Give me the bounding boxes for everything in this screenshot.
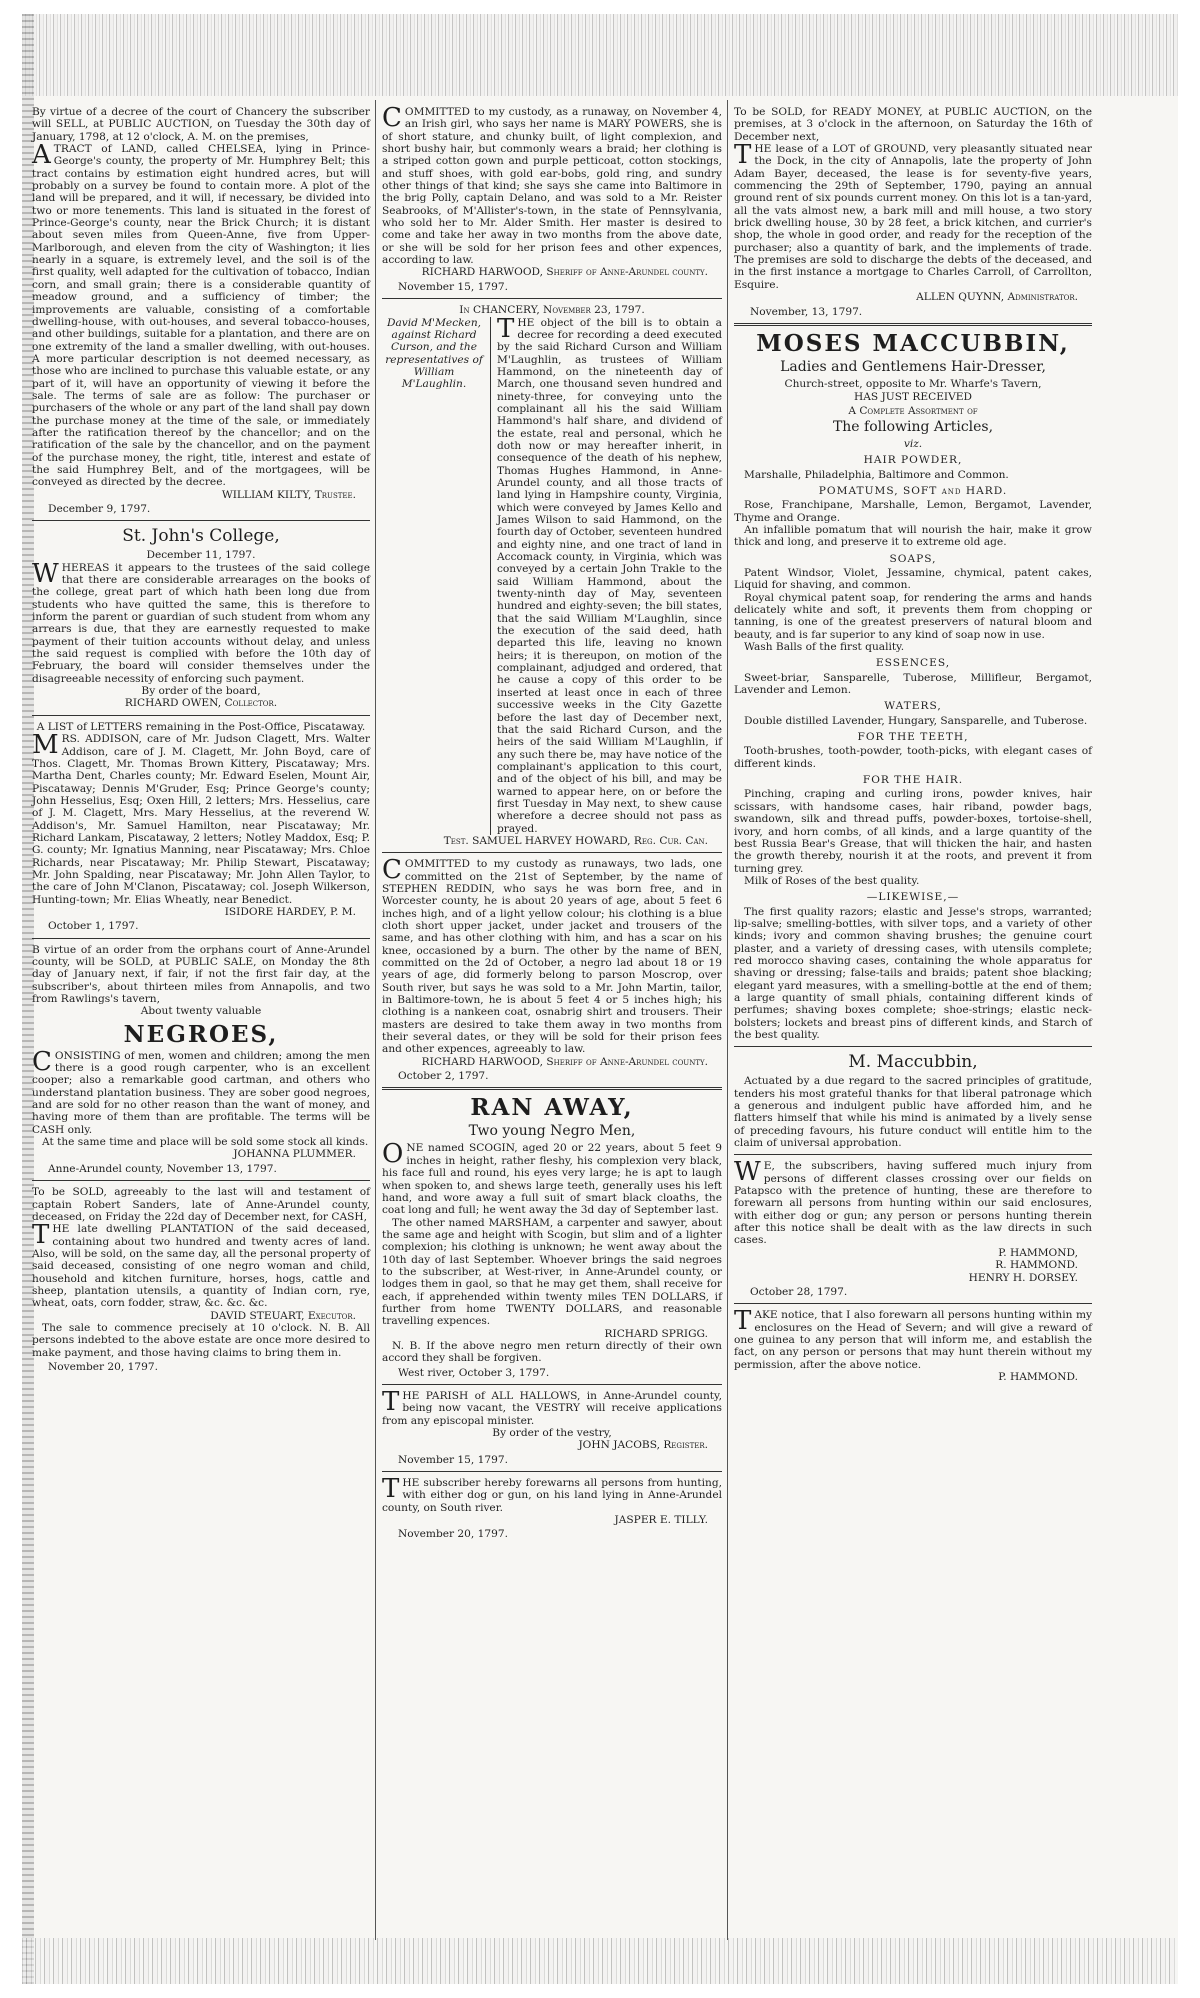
ad-about: About twenty valuable bbox=[140, 1005, 262, 1018]
section-heading: FOR THE TEETH, bbox=[857, 731, 969, 744]
section-body: Royal chymical patent soap, for rendering the arms and hands delicately white and soft, it prevents them from chopping or tanning, is one of the greatest preservers of natural bloom and beauty, and is far superior to any kind of soap now in use. bbox=[734, 591, 1092, 641]
drop-cap: C bbox=[32, 1046, 52, 1077]
ad-severn-notice bbox=[734, 1306, 1092, 1383]
ad-signer: P. HAMMOND. bbox=[998, 1370, 1078, 1383]
ad-signer: RICHARD OWEN, Collector. bbox=[124, 697, 278, 710]
ad-signer: JOHN JACOBS, Register. bbox=[578, 1439, 708, 1452]
column-rule bbox=[727, 100, 728, 1940]
ad-date: November, 13, 1797. bbox=[750, 305, 863, 318]
ad-ran-away bbox=[382, 1095, 722, 1379]
ad-line: The following Articles, bbox=[832, 418, 994, 435]
ad-date: November 20, 1797. bbox=[48, 1360, 158, 1373]
ad-body: HE late dwelling PLANTATION of the said deceased, containing about two hundred and twenty acres of land. Also, will be sold, on the same day, all the personal property of said deceased, consisting of one negro woman and child, household and kitchen furniture, horses, hogs, cattle and sheep, plantation utensils, a quantity of Indian corn, rye, wheat, oats, corn fodder, straw, &c. &c. &c. bbox=[32, 1223, 370, 1310]
ad-body: HE PARISH of ALL HALLOWS, in Anne-Arundel county, being now vacant, the VESTRY will receive applications from any episcopal minister. bbox=[382, 1390, 722, 1427]
drop-cap: T bbox=[497, 313, 515, 344]
column-rule bbox=[375, 100, 376, 1940]
ad-signer: WILLIAM KILTY, Trustee. bbox=[221, 488, 356, 501]
ad-lot-lease bbox=[734, 106, 1092, 318]
ad-signer: HENRY H. DORSEY. bbox=[968, 1271, 1078, 1284]
divider bbox=[32, 1180, 370, 1181]
ad-title: MOSES MACCUBBIN, bbox=[756, 329, 1070, 357]
ad-subtitle: Ladies and Gentlemens Hair-Dresser, bbox=[780, 358, 1046, 375]
divider bbox=[382, 852, 722, 853]
drop-cap: T bbox=[382, 1387, 400, 1417]
ad-date: West river, October 3, 1797. bbox=[398, 1366, 550, 1379]
ad-date: November 15, 1797. bbox=[398, 1453, 508, 1466]
ad-signer: R. HAMMOND. bbox=[995, 1259, 1078, 1272]
ad-body-2: The other named MARSHAM, a carpenter and sawyer, about the same age and height with Scogin, but slim and of a lighter complexion; his clothing is unknown; he went away about the 10th day of last September. Whoever brings the said negroes to the subscriber, at West-river, in Anne-Arundel county, or lodges them in gaol, so that he may get them, shall receive for each, if apprehended within twenty miles TEN DOLLARS, if further from home TWENTY DOLLARS, and reasonable travelling expences. bbox=[382, 1216, 722, 1328]
drop-cap: T bbox=[734, 140, 752, 171]
ad-plantation-sale bbox=[32, 1186, 370, 1373]
ad-date: November 20, 1797. bbox=[398, 1528, 508, 1541]
ad-date: December 11, 1797. bbox=[146, 549, 256, 562]
ad-committed-runaways bbox=[382, 855, 722, 1083]
ad-body: OMMITTED to my custody as runaways, two lads, one committed on the 21st of September, by the name of STEPHEN REDDIN, who says he was born free, and in Worcester county, he is about 20 years of age, about 5 feet 6 inches high, and of a light yellow colour; his clothing is a blue cloth short upper jacket, under jacket and trousers of the same, and has other clothing with him, and has a scar on his knee, occasioned by a burn. The other by the name of BEN, committed on the 2d of October, a negro lad about 18 or 19 years of age, did formerly belong to parson Moscrop, over South river, but says he was sold to a Mr. John Martin, tailor, in Baltimore-town, he is about 5 feet 4 or 5 inches high; his clothing is a nankeen coat, osnabrig shirt and trousers. Their masters are desired to take them away in two months from their several dates, or they will be sold for their prison fees and other expences, agreeably to law. bbox=[382, 858, 722, 1056]
drop-cap: A bbox=[32, 140, 51, 171]
drop-cap: T bbox=[382, 1474, 400, 1505]
ad-m-maccubbin-thanks bbox=[734, 1052, 1092, 1149]
ad-chancery bbox=[382, 304, 722, 847]
ad-letters-list bbox=[32, 721, 370, 933]
section-body: Sweet-briar, Sansparelle, Tuberose, Millifleur, Bergamot, Lavender and Lemon. bbox=[734, 671, 1092, 697]
ad-body: TRACT of LAND, called CHELSEA, lying in Prince-George's county, the property of Mr. Humphrey Belt; this tract contains by estimation eight hundred acres, but will probably on a survey be found to contain more. A plot of the land will be prepared, and it will, if necessary, be divided into two or more tenements. This land is situated in the forest of Prince-George's county, near the Brick Church; it is distant about seven miles from Queen-Anne, five from Upper-Marlborough, and eleven from the city of Washington; it lies nearly in a square, is extremely level, and the soil is of the first quality, well adapted for the cultivation of tobacco, Indian corn, and small grain; there is a considerable quantity of meadow ground, and a sufficiency of timber; the improvements are valuable, consisting of a comfortable dwelling-house, with out-houses, and several tobacco-houses, and other buildings, suitable for a plantation, and there are on one extremity of the land a smaller dwelling, with out-houses. A more particular description is not deemed necessary, as those who are inclined to purchase this valuable estate, or any part of it, will have an opportunity of viewing it before the sale. The terms of sale are as follow: The purchaser or purchasers of the whole or any part of the land shall pay down the purchase money at the time of the sale, or immediately after the ratification thereof by the chancellor; and on the ratification of the sale by the chancellor, and on the payment of the purchase money, the right, title, interest and estate of the said Humphrey Belt, and of the mortgagees, will be conveyed as directed by the decree. bbox=[32, 143, 370, 489]
section-body: Tooth-brushes, tooth-powder, tooth-picks, with elegant cases of different kinds. bbox=[734, 745, 1092, 770]
ad-signer: ALLEN QUYNN, Administrator. bbox=[916, 291, 1078, 304]
ad-body: E, the subscribers, having suffered much injury from persons of different classes crossing over our fields on Patapsco with the pretence of hunting, these are therefore to forewarn all persons from hunting within our said enclosures, with either dog or gun; any person or persons hunting therein after this notice shall be dealt with as the law directs in such cases. bbox=[734, 1160, 1092, 1247]
scan-noise-bottom bbox=[22, 1938, 1178, 1984]
section-heading: ESSENCES, bbox=[875, 657, 951, 670]
ad-by-order: By order of the board, bbox=[141, 685, 261, 698]
ad-line: HAS JUST RECEIVED bbox=[854, 391, 972, 404]
section-body: An infallible pomatum that will nourish the hair, make it grow thick and long, and preserve it to extreme old age. bbox=[734, 523, 1092, 549]
drop-cap: T bbox=[32, 1220, 50, 1251]
ad-note: The sale to commence precisely at 10 o'clock. N. B. All persons indebted to the above estate are once more desired to make payment, and those having claims to bring them in. bbox=[32, 1321, 370, 1359]
section-heading: —LIKEWISE,— bbox=[866, 891, 960, 904]
divider bbox=[382, 1471, 722, 1472]
divider bbox=[734, 1154, 1092, 1155]
divider bbox=[382, 1384, 722, 1385]
ad-moses-maccubbin bbox=[734, 331, 1092, 1042]
ad-tilly-forewarn bbox=[382, 1474, 722, 1541]
drop-cap: W bbox=[734, 1157, 761, 1188]
section-body: Wash Balls of the first quality. bbox=[744, 641, 905, 654]
ad-date: October 2, 1797. bbox=[398, 1070, 489, 1083]
ad-by-order: By order of the vestry, bbox=[492, 1427, 612, 1440]
section-body: Milk of Roses of the best quality. bbox=[744, 874, 920, 887]
drop-cap: C bbox=[382, 855, 402, 886]
ad-signer: JASPER E. TILLY. bbox=[614, 1514, 708, 1527]
ad-address: Church-street, opposite to Mr. Wharfe's Tavern, bbox=[784, 377, 1042, 390]
ad-intro: To be SOLD, agreeably to the last will and testament of captain Robert Sanders, late of Anne-Arundel county, deceased, on Friday the 22d day of December next, for CASH, bbox=[32, 1186, 370, 1223]
ad-body: OMMITTED to my custody, as a runaway, on November 4, an Irish girl, who says her name is MARY POWERS, she is of short stature, and chunky built, of light complexion, and short bushy hair, but commonly wears a braid; her clothing is a striped cotton gown and purple petticoat, cotton stockings, and stuff shoes, with gold ear-bobs, gold ring, and sundry other things of that kind; she says she came into Baltimore in the brig Polly, captain Delano, and was sold to a Mr. Reister Seabrooks, of M'Allister's-town, in the state of Pennsylvania, who sold her to Mr. Alder Smith. Her master is desired to come and take her away in two months from the above date, or she will be sold for her prison fees and other expences, according to law. bbox=[382, 106, 722, 267]
ad-date: December 9, 1797. bbox=[48, 503, 151, 515]
ad-signer: DAVID STEUART, Executor. bbox=[210, 1309, 356, 1322]
drop-cap: M bbox=[32, 730, 59, 761]
section-body: Pinching, craping and curling irons, powder knives, hair scissars, with handsome cases, hair riband, powder bags, swandown, silk and thread puffs, powder-boxes, tortoise-shell, ivory, and horn combs, of all kinds, and a large quantity of the best Russia Bear's Grease, that will thicken the hair, and hasten the growth thereby, nourish it at the roots, and prevent it from turning grey. bbox=[734, 788, 1092, 875]
ad-hammond-forewarn bbox=[734, 1157, 1092, 1298]
ad-signer: RICHARD SPRIGG. bbox=[604, 1327, 708, 1340]
ad-intro: To be SOLD, for READY MONEY, at PUBLIC AUCTION, on the premises, at 3 o'clock in the afternoon, on Saturday the 16th of December next, bbox=[734, 106, 1092, 143]
ad-body: HE object of the bill is to obtain a decree for recording a deed executed by the said Richard Curson and William M'Laughlin, as trustees of William Hammond, on the nineteenth day of March, one thousand seven hundred and ninety-three, for conveying unto the complainant all his the said William Hammond's half share, and dividend of the estate, real and personal, which he doth now or may hereafter inherit, in consequence of the death of his nephew, Thomas Hughes Hammond, in Anne-Arundel county, and all those tracts of land lying in Hampshire county, Virginia, which were conveyed by James Kello and James Wilson to said Hammond, on the fourth day of October, seventeen hundred and eighty nine, and one tract of land in Accomack county, in Virginia, which was conveyed by a certain John Trakle to the said William Hammond, about the twenty-ninth day of May, seventeen hundred and eighty-seven; the bill states, that the said William M'Laughlin, since the execution of the said deed, hath departed this life, leaving no known heirs; it is thereupon, on motion of the complainant, adjudged and ordered, that he cause a copy of this order to be inserted at least once in each of three successive weeks in the City Gazette before the last day of December next, that the said Richard Curson, and the heirs of the said William M'Laughlin, if any such there be, may have notice of the complainant's application to this court, and of the object of his bill, and may be warned to appear here, on or before the first Tuesday in May next, to shew cause wherefore a decree should not pass as prayed. bbox=[497, 316, 722, 835]
ad-signer: ISIDORE HARDEY, P. M. bbox=[224, 905, 356, 918]
ad-negroes-sale bbox=[32, 944, 370, 1176]
ad-date: October 1, 1797. bbox=[48, 920, 139, 933]
ad-intro: By virtue of a decree of the court of Chancery the subscriber will SELL, at PUBLIC AUCTION, on Tuesday the 30th day of January, 1798, at 12 o'clock, A. M. on the premises, bbox=[32, 106, 370, 143]
divider bbox=[734, 1303, 1092, 1304]
ad-signer: Test. SAMUEL HARVEY HOWARD, Reg. Cur. Can. bbox=[443, 834, 708, 847]
ad-all-hallows bbox=[382, 1387, 722, 1466]
divider bbox=[734, 1046, 1092, 1047]
ad-body: AKE notice, that I also forewarn all persons hunting within my enclosures on the Head of Severn; and will give a reward of one guinea to any person that will inform me, and establish the fact, on any person or persons that may hunt therein without my permission, after the above notice. bbox=[734, 1309, 1092, 1371]
ad-signer: RICHARD HARWOOD, Sheriff of Anne-Arundel county. bbox=[421, 266, 708, 279]
chancery-block bbox=[382, 313, 722, 835]
section-heading: POMATUMS, SOFT and HARD. bbox=[818, 484, 1008, 497]
section-body: Patent Windsor, Violet, Jessamine, chymical, patent cakes, Liquid for shaving, and common. bbox=[734, 566, 1092, 592]
ad-signer: P. HAMMOND, bbox=[998, 1246, 1078, 1259]
drop-cap: C bbox=[382, 103, 402, 133]
ad-date: November 15, 1797. bbox=[398, 280, 508, 293]
ad-note: At the same time and place will be sold some stock all kinds. bbox=[42, 1136, 369, 1149]
column-2 bbox=[382, 103, 722, 1545]
divider bbox=[382, 1087, 722, 1090]
divider bbox=[32, 715, 370, 716]
ad-heading: In CHANCERY, November 23, 1797. bbox=[459, 304, 645, 317]
ad-body: HE lease of a LOT of GROUND, very pleasantly situated near the Dock, in the city of Annapolis, late the property of John Adam Bayer, deceased, the lease is for seventy-five years, commencing the 29th of September, 1790, paying an annual ground rent of six pounds current money. On this lot is a tan-yard, all the vats almost new, a bark mill and mill house, a two story brick dwelling house, 30 by 28 feet, a brick kitchen, and currier's shop, the whole in good order, and ready for the reception of the purchaser; also a quantity of bark, and the implements of trade. The premises are sold to discharge the debts of the deceased, and in the first instance a mortgage to Charles Carroll, of Carrollton, Esquire. bbox=[734, 143, 1092, 291]
ad-date: October 28, 1797. bbox=[750, 1285, 848, 1298]
section-body: The first quality razors; elastic and Jesse's strops, warranted; lip-salve; smelling-bottles, with silver tops, and a variety of other kinds; ivory and common shaving brushes; the genuine court plaster, and a variety of dressing cases, with utensils complete; red morocco shaving cases, containing the whole apparatus for shaving or dressing; false-tails and braids; patent shoe blacking; elegant yard measures, with a smelling-bottle at the end of them; a large quantity of small phials, containing different kinds of perfumes; shaving boxes complete; shoe-strings; elastic neck-bolsters; lockets and breast pins of different kinds, and Starch of the best quality. bbox=[734, 905, 1092, 1041]
ad-body: NE named SCOGIN, aged 20 or 22 years, about 5 feet 9 inches in height, rather fleshy, his complexion very black, his face full and round, his eyes very large; he is apt to laugh when spoken to, and shews large teeth, generally uses his left hand, and wore away a full suit of smart black cloaths, the coat long and full; he went away the 3d day of September last. bbox=[382, 1142, 722, 1217]
ad-body: ONSISTING of men, women and children; among the men there is a good rough carpenter, who is an excellent cooper; also a remarkable good cartman, and others who understand plantation business. They are sober good negroes, and are sold for no other reason than the want of money, and having more of them than are profitable. The terms will be CASH only. bbox=[32, 1049, 370, 1136]
ad-title: M. Maccubbin, bbox=[848, 1052, 978, 1073]
chancery-parties: David M'Mecken, against Richard Curson, and the representatives of William M'Laughlin. bbox=[382, 317, 491, 835]
section-heading: WATERS, bbox=[884, 700, 942, 713]
section-heading: SOAPS, bbox=[889, 552, 937, 565]
section-heading: HAIR POWDER, bbox=[863, 454, 963, 467]
ad-signer: RICHARD HARWOOD, Sheriff of Anne-Arundel county. bbox=[421, 1055, 708, 1068]
ad-body: RS. ADDISON, care of Mr. Judson Clagett, Mrs. Walter Addison, care of J. M. Clagett, Mr. John Boyd, care of Thos. Clagett, Mr. Thomas Brown Kittery, Piscataway; Mrs. Martha Dent, Charles county; Mr. Edward Eselen, Mount Air, Piscataway; Dennis M'Gruder, Esq; Prince George's county; John Hesselius, Esq; Oxen Hill, 2 letters; Mrs. Hesselius, care of J. M. Clagett, Mrs. Mary Hesselius, at the reverend W. Addison's, Mr. Samuel Hamilton, near Piscataway; Mr. Richard Lankam, Piscataway, 2 letters; Notley Maddox, Esq; P. G. county; Mr. Ignatius Manning, near Piscataway; Mrs. Chloe Richards, near Piscataway; Mr. Philip Stewart, Piscataway; Mr. John Spalding, near Piscataway; Mr. John Allen Taylor, to the care of John M'Clanon, Piscataway; col. Joseph Wilkerson, Hunting-town; Mr. Elias Wheatly, near Benedict. bbox=[32, 733, 370, 906]
ad-title: A LIST of LETTERS remaining in the Post-Office, Piscataway. bbox=[36, 720, 366, 733]
ad-signer: JOHANNA PLUMMER. bbox=[233, 1148, 356, 1161]
ad-note: N. B. If the above negro men return directly of their own accord they shall be forgiven. bbox=[382, 1339, 722, 1365]
column-3 bbox=[734, 106, 1092, 1387]
divider bbox=[32, 938, 370, 939]
section-heading: FOR THE HAIR. bbox=[862, 774, 964, 787]
ad-st-johns-college bbox=[32, 526, 370, 709]
ad-title: NEGROES, bbox=[123, 1020, 279, 1048]
ad-title: St. John's College, bbox=[122, 526, 280, 547]
scan-noise-top bbox=[22, 14, 1178, 96]
ad-line: A Complete Assortment of bbox=[848, 404, 978, 417]
ad-date: Anne-Arundel county, November 13, 1797. bbox=[48, 1162, 277, 1175]
ad-body: HEREAS it appears to the trustees of the said college that there are considerable arrearages on the books of the college, great part of which hath been long due from students who have quitted the same, this is therefore to inform the parent or guardian of such student from whom any arrears is due, that they are earnestly requested to make payment of their tuition accounts without delay, and unless the said request is complied with before the 10th day of February, the board will consider themselves under the disagreeable necessity of enforcing such payment. bbox=[32, 561, 370, 685]
newspaper-page bbox=[22, 14, 1178, 1984]
ad-chelsea-land bbox=[32, 106, 370, 515]
ad-line: viz. bbox=[903, 437, 923, 450]
column-1 bbox=[32, 106, 370, 1377]
ad-subtitle: Two young Negro Men, bbox=[468, 1123, 636, 1140]
ad-body: Actuated by a due regard to the sacred principles of gratitude, tenders his most grateful thanks for that liberal patronage which a generous and indulgent public have afforded him, and he flatters himself that while his mind is animated by a lively sense of preceding favours, his future conduct will entitle him to the claim of universal approbation. bbox=[734, 1075, 1092, 1150]
section-body: Rose, Franchipane, Marshalle, Lemon, Bergamot, Lavender, Thyme and Orange. bbox=[734, 499, 1092, 524]
divider bbox=[382, 298, 722, 299]
drop-cap: O bbox=[382, 1139, 404, 1170]
drop-cap: W bbox=[32, 558, 59, 589]
ad-body: HE subscriber hereby forewarns all persons from hunting, with either dog or gun, on his land lying in Anne-Arundel county, on South river. bbox=[382, 1477, 722, 1514]
section-body: Double distilled Lavender, Hungary, Sansparelle, and Tuberose. bbox=[744, 714, 1088, 727]
ad-intro: B virtue of an order from the orphans court of Anne-Arundel county, will be SOLD, at PUBLIC SALE, on Monday the 8th day of January next, if fair, if not the first fair day, at the subscriber's, about thirteen miles from Annapolis, and two from Rawlings's tavern, bbox=[32, 943, 370, 1006]
ad-title: RAN AWAY, bbox=[470, 1094, 634, 1122]
drop-cap: T bbox=[734, 1306, 752, 1337]
divider bbox=[32, 520, 370, 521]
ad-committed-mary-powers bbox=[382, 103, 722, 293]
section-body: Marshalle, Philadelphia, Baltimore and Common. bbox=[744, 468, 1009, 481]
divider bbox=[734, 323, 1092, 326]
